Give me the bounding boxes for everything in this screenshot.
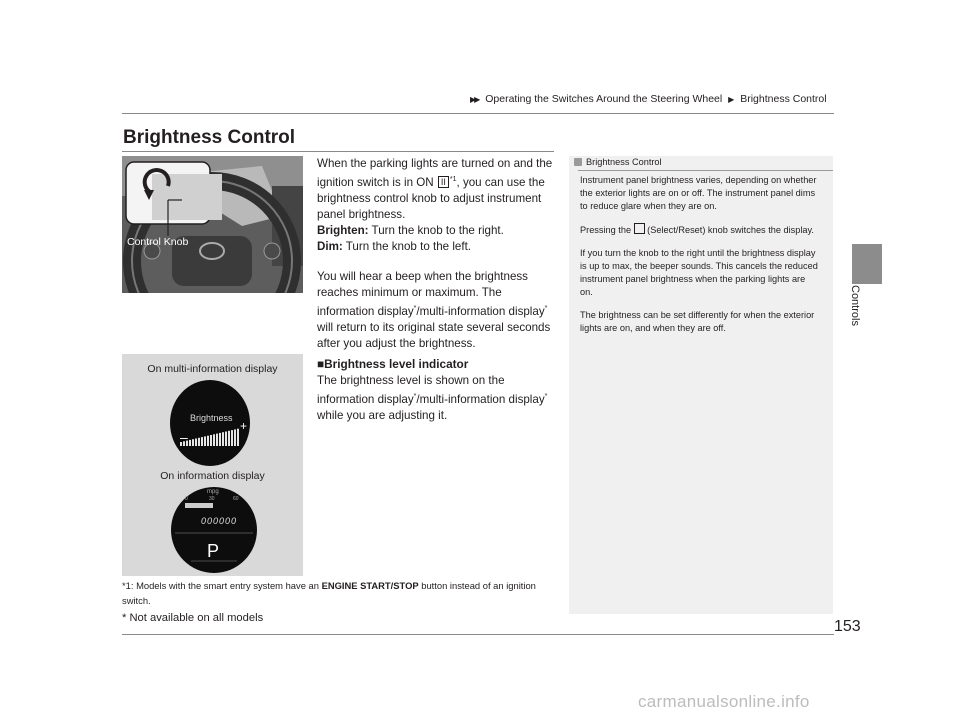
title-divider (122, 151, 554, 152)
footnote-text: *1: Models with the smart entry system have an (122, 580, 322, 591)
brightness-bar (234, 429, 236, 446)
main-description (317, 156, 557, 352)
brightness-bar (228, 431, 230, 446)
brightness-bar (216, 434, 218, 446)
section-tab (852, 244, 882, 284)
brightness-bar (237, 429, 239, 446)
asterisk: * (413, 393, 417, 400)
beep-paragraph (317, 269, 557, 352)
scale-0: 0 (185, 496, 188, 502)
brightness-bar (222, 432, 224, 446)
note-title: Brightness Control (586, 157, 662, 167)
watermark: carmanualsonline.info (638, 692, 810, 711)
brightness-bar (201, 437, 203, 446)
steering-wheel-photo (122, 156, 303, 293)
info-display-label: On information display (160, 470, 265, 482)
breadcrumb (470, 93, 827, 105)
page-title: Brightness Control (123, 127, 296, 148)
note-divider (578, 170, 833, 171)
indicator-text: The brightness level is shown on the information display (317, 374, 505, 406)
dim-text: Turn the knob to the left. (342, 239, 472, 253)
dim-label: Dim: (317, 239, 343, 253)
brightness-text: Brightness (190, 413, 233, 423)
odometer: 000000 (201, 516, 238, 526)
note-icon (574, 158, 582, 166)
intro-paragraph (317, 156, 557, 223)
dim-instruction (317, 239, 557, 255)
gear-indicator: P (207, 541, 220, 561)
section-subheading: ■Brightness level indicator (317, 357, 469, 371)
intro-text-cont: , you can use the brightness control knob to adjust instrument panel brightness. (317, 175, 545, 221)
breadcrumb-item[interactable]: Brightness Control (740, 93, 827, 105)
breadcrumb-arrow-icon: ▶ (728, 95, 735, 104)
brightness-bar (189, 440, 191, 446)
brightness-bar (204, 436, 206, 446)
footnote-text-end: button instead of an ignition switch. (122, 580, 536, 606)
multi-info-display (170, 380, 250, 471)
steering-wheel-illustration (122, 156, 303, 293)
control-knob-label: Control Knob (127, 236, 189, 248)
beep-text-c: will return to its original state several seconds after you adjust the brightness. (317, 320, 551, 350)
brightness-bar (210, 435, 212, 446)
brightness-bar (207, 436, 209, 446)
note-body (580, 174, 820, 345)
note-paragraph (580, 223, 820, 237)
page-number: 153 (834, 618, 861, 635)
scale-60: 60 (233, 496, 239, 502)
header-divider (122, 113, 834, 114)
note-text-cont: (Select/Reset) knob switches the display. (644, 225, 814, 235)
section-label: Controls (849, 285, 861, 326)
footnote-button-name: ENGINE START/STOP (321, 580, 419, 591)
footnote (122, 578, 562, 608)
plus-sign: + (240, 419, 248, 433)
brighten-label: Brighten: (317, 223, 369, 237)
ignition-key-badge: II (438, 176, 449, 188)
footer-divider (122, 634, 834, 635)
breadcrumb-arrow-icon: ▶▶ (470, 95, 479, 104)
asterisk: * (413, 304, 417, 312)
minus-sign: – (180, 429, 188, 445)
scale-30: 30 (209, 496, 215, 502)
asterisk: * (544, 304, 548, 312)
mpg-label: mpg (207, 489, 219, 495)
brightness-bar (213, 434, 215, 446)
brightness-bar (198, 438, 200, 446)
brightness-bar (219, 433, 221, 446)
note-paragraph: The brightness can be set differently for when the exterior lights are on, and when they are off. (580, 310, 815, 333)
brightness-bar (231, 430, 233, 446)
indicator-text-c: while you are adjusting it. (317, 408, 448, 422)
brightness-bar (192, 439, 194, 446)
footnote-ref: *1 (449, 176, 457, 183)
asterisk: * (544, 393, 548, 400)
brightness-bar (225, 432, 227, 447)
brightness-bar (195, 439, 197, 447)
beep-text: You will hear a beep when the brightness reaches minimum or maximum. The information display (317, 269, 528, 318)
note-text: Pressing the (580, 225, 634, 235)
multi-display-label: On multi-information display (147, 363, 278, 375)
info-display (171, 487, 257, 578)
indicator-paragraph (317, 373, 557, 424)
beep-text-b: /multi-information display (416, 304, 545, 318)
breadcrumb-item[interactable]: Operating the Switches Around the Steering Wheel (485, 93, 723, 105)
note-paragraph: If you turn the knob to the right until the brightness display is up to max, the beeper sounds. This cancels the reduced instrument panel brightness when the parking lights are on. (580, 248, 818, 297)
select-reset-icon (634, 223, 645, 234)
brighten-text: Turn the knob to the right. (368, 223, 504, 237)
intro-text: When the parking lights are turned on and the ignition switch is in ON (317, 157, 553, 189)
note-paragraph: Instrument panel brightness varies, depending on whether the exterior lights are on or off. The instrument panel dims to reduce glare when they are on. (580, 175, 817, 211)
indicator-text-b: /multi-information display (416, 392, 545, 406)
availability-note: * Not available on all models (122, 612, 264, 624)
brighten-instruction (317, 223, 557, 239)
